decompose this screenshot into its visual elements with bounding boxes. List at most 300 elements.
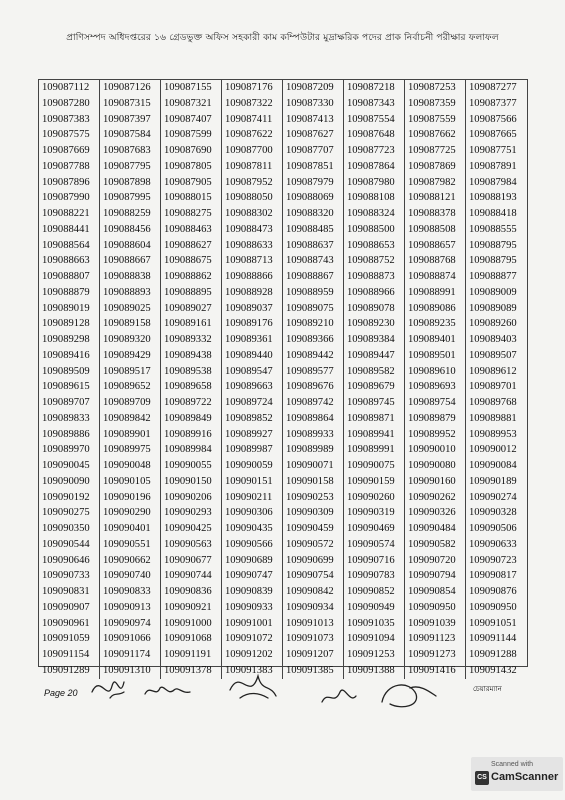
roll-number-cell: 109087280	[42, 97, 90, 109]
roll-number-cell: 109089230	[347, 318, 395, 330]
roll-number-cell: 109089610	[408, 365, 456, 377]
roll-number-cell: 109088302	[225, 208, 273, 219]
roll-number-cell: 109088795	[469, 239, 517, 251]
roll-number-cell: 109089075	[286, 302, 334, 314]
camscanner-brand-text: CamScanner	[491, 771, 559, 783]
roll-number-cell: 109087896	[42, 176, 90, 188]
roll-number-cell: 109089933	[286, 428, 334, 440]
roll-number-cell: 109088752	[347, 255, 395, 267]
roll-number-cell: 109090262	[408, 491, 456, 503]
roll-number-cell: 109090350	[42, 523, 90, 534]
roll-number-cell: 109089864	[286, 412, 334, 424]
roll-number-cell: 109087554	[347, 113, 395, 125]
page-number: Page 20	[44, 688, 78, 698]
roll-number-cell: 109089833	[42, 412, 90, 424]
roll-number-cell: 109091035	[347, 617, 395, 629]
roll-number-cell: 109089975	[103, 444, 151, 456]
roll-number-cell: 109090723	[469, 554, 517, 566]
camscanner-small-text: Scanned with	[491, 761, 534, 768]
roll-number-cell: 109089987	[225, 444, 273, 456]
roll-number-cell: 109089879	[408, 412, 456, 424]
roll-number-cell: 109090716	[347, 554, 395, 566]
roll-number-cell: 109090158	[286, 475, 334, 487]
roll-number-cell: 109089509	[42, 365, 90, 377]
roll-number-cell: 109088473	[225, 223, 273, 235]
roll-number-cell: 109088743	[286, 255, 334, 267]
roll-number-cell: 109087126	[103, 82, 151, 93]
roll-number-cell: 109087377	[469, 97, 517, 109]
roll-number-cell: 109090059	[225, 460, 273, 471]
roll-number-cell: 109090961	[42, 617, 90, 629]
roll-number-cell: 109090689	[225, 554, 273, 566]
roll-number-cell: 109089577	[286, 365, 334, 377]
roll-number-cell: 109090211	[225, 491, 273, 503]
roll-number-cell: 109088378	[408, 208, 456, 219]
roll-number-cell: 109089871	[347, 412, 395, 424]
roll-number-cell: 109088873	[347, 271, 395, 282]
roll-number-cell: 109091253	[347, 649, 395, 660]
roll-number-cell: 109090563	[164, 538, 212, 550]
signature-1	[92, 682, 124, 698]
roll-number-cell: 109090189	[469, 475, 517, 487]
roll-number-cell: 109090677	[164, 554, 212, 566]
roll-number-cell: 109089679	[347, 381, 395, 393]
roll-number-cell: 109091416	[408, 664, 456, 676]
roll-number-cell: 109087176	[225, 82, 273, 93]
roll-number-cell: 109089941	[347, 428, 395, 440]
roll-number-cell: 109091288	[469, 649, 517, 660]
roll-number-cell: 109091001	[225, 617, 273, 629]
table-column	[100, 80, 161, 679]
roll-number-cell: 109088768	[408, 255, 456, 267]
roll-number-cell: 109088838	[103, 271, 151, 282]
roll-number-cell: 109089440	[225, 349, 273, 361]
roll-number-cell: 109090854	[408, 586, 456, 597]
roll-number-cell: 109088627	[164, 239, 212, 251]
roll-number-cell: 109090192	[42, 491, 90, 503]
roll-number-cell: 109089009	[469, 286, 517, 298]
table-column	[39, 80, 100, 679]
roll-number-cell: 109088879	[42, 286, 90, 298]
table-column	[161, 80, 222, 679]
roll-number-cell: 109087559	[408, 113, 456, 125]
roll-number-cell: 109087788	[42, 160, 90, 172]
roll-number-cell: 109091289	[42, 664, 90, 676]
roll-number-cell: 109087322	[225, 97, 273, 109]
roll-number-cell: 109089989	[286, 444, 334, 456]
roll-number-cell: 109087330	[286, 97, 334, 109]
roll-number-cell: 109091207	[286, 649, 334, 660]
roll-number-cell: 109090633	[469, 538, 517, 550]
roll-number-cell: 109088456	[103, 223, 151, 235]
roll-number-cell: 109089612	[469, 365, 517, 377]
roll-number-cell: 109091073	[286, 633, 334, 645]
roll-number-cell: 109088463	[164, 223, 212, 235]
roll-number-cell: 109090309	[286, 507, 334, 519]
roll-number-cell: 109091310	[103, 664, 151, 676]
roll-number-cell: 109088069	[286, 192, 334, 204]
signature-4	[322, 690, 356, 702]
roll-number-cell: 109088862	[164, 271, 212, 282]
roll-number-cell: 109090293	[164, 507, 212, 519]
roll-number-cell: 109087995	[103, 192, 151, 204]
roll-number-cell: 109091191	[164, 649, 212, 660]
roll-number-cell: 109089953	[469, 428, 517, 440]
roll-number-cell: 109089089	[469, 302, 517, 314]
roll-number-cell: 109089366	[286, 334, 334, 345]
roll-number-cell: 109090010	[408, 444, 456, 456]
roll-number-cell: 109087315	[103, 97, 151, 109]
roll-number-cell: 109088015	[164, 192, 212, 204]
roll-number-cell: 109090733	[42, 570, 90, 582]
roll-number-cell: 109091094	[347, 633, 395, 645]
roll-number-cell: 109090974	[103, 617, 151, 629]
roll-number-cell: 109090833	[103, 586, 151, 597]
roll-number-cell: 109090950	[408, 601, 456, 613]
roll-number-cell: 109089927	[225, 428, 273, 440]
roll-number-cell: 109088564	[42, 239, 90, 251]
signature-2	[145, 687, 190, 694]
table-column	[405, 80, 466, 679]
roll-number-cell: 109090275	[42, 507, 90, 519]
roll-number-cell: 109089384	[347, 334, 395, 345]
roll-number-cell: 109090740	[103, 570, 151, 582]
roll-number-cell: 109088500	[347, 223, 395, 235]
roll-number-cell: 109090084	[469, 460, 517, 471]
roll-number-cell: 109089886	[42, 428, 90, 440]
roll-number-cell: 109087751	[469, 145, 517, 156]
signature-5	[382, 685, 436, 707]
roll-number-cell: 109089984	[164, 444, 212, 456]
roll-number-cell: 109091432	[469, 664, 517, 676]
roll-number-cell: 109087622	[225, 129, 273, 141]
roll-number-cell: 109088320	[286, 208, 334, 219]
roll-number-cell: 109090852	[347, 586, 395, 597]
roll-number-cell: 109088877	[469, 271, 517, 282]
roll-number-cell: 109090754	[286, 570, 334, 582]
roll-number-cell: 109090921	[164, 601, 212, 613]
roll-number-cell: 109089429	[103, 349, 151, 361]
roll-number-cell: 109091059	[42, 633, 90, 645]
roll-number-cell: 109090747	[225, 570, 273, 582]
roll-number-cell: 109087898	[103, 176, 151, 188]
roll-number-cell: 109090075	[347, 460, 395, 471]
roll-number-cell: 109089970	[42, 444, 90, 456]
roll-number-cell: 109090572	[286, 538, 334, 550]
roll-number-cell: 109088324	[347, 208, 395, 219]
roll-number-cell: 109089652	[103, 381, 151, 393]
roll-number-cell: 109090319	[347, 507, 395, 519]
roll-number-cell: 109090150	[164, 475, 212, 487]
roll-number-cell: 109088108	[347, 192, 395, 204]
roll-number-cell: 109089320	[103, 334, 151, 345]
roll-number-cell: 109090045	[42, 460, 90, 471]
roll-number-cell: 109089416	[42, 349, 90, 361]
roll-number-cell: 109090160	[408, 475, 456, 487]
roll-number-cell: 109090055	[164, 460, 212, 471]
roll-number-cell: 109090290	[103, 507, 151, 519]
roll-number-cell: 109088966	[347, 286, 395, 298]
roll-number-cell: 109089027	[164, 302, 212, 314]
roll-number-cell: 109090876	[469, 586, 517, 597]
roll-number-cell: 109090831	[42, 586, 90, 597]
roll-number-cell: 109089447	[347, 349, 395, 361]
roll-number-cell: 109087891	[469, 160, 517, 172]
table-column	[466, 80, 527, 679]
roll-number-cell: 109091039	[408, 617, 456, 629]
roll-number-cell: 109087584	[103, 129, 151, 141]
roll-number-cell: 109087990	[42, 192, 90, 204]
roll-number-cell: 109089501	[408, 349, 456, 361]
roll-number-cell: 109088485	[286, 223, 334, 235]
roll-number-cell: 109091072	[225, 633, 273, 645]
roll-number-cell: 109089037	[225, 302, 273, 314]
roll-number-cell: 109089442	[286, 349, 334, 361]
roll-number-cell: 109088795	[469, 255, 517, 267]
roll-number-cell: 109087805	[164, 160, 212, 172]
roll-number-cell: 109088653	[347, 239, 395, 251]
signature-3	[230, 676, 276, 698]
roll-number-cell: 109089019	[42, 302, 90, 314]
roll-number-cell: 109089658	[164, 381, 212, 393]
roll-number-cell: 109089709	[103, 397, 151, 408]
roll-number-cell: 109089128	[42, 318, 90, 330]
roll-number-cell: 109088275	[164, 208, 212, 219]
table-column	[283, 80, 344, 679]
roll-number-cell: 109091051	[469, 617, 517, 629]
roll-number-cell: 109088667	[103, 255, 151, 267]
roll-number-cell: 109089507	[469, 349, 517, 361]
roll-number-cell: 109087980	[347, 176, 395, 188]
roll-number-cell: 109090913	[103, 601, 151, 613]
roll-number-cell: 109089852	[225, 412, 273, 424]
roll-number-cell: 109089842	[103, 412, 151, 424]
roll-number-cell: 109088866	[225, 271, 273, 282]
roll-number-cell: 109089401	[408, 334, 456, 345]
roll-number-cell: 109089707	[42, 397, 90, 408]
roll-number-cell: 109090206	[164, 491, 212, 503]
roll-number-cell: 109088713	[225, 255, 273, 267]
roll-number-cell: 109088221	[42, 208, 90, 219]
roll-number-cell: 109087253	[408, 82, 456, 93]
roll-number-cell: 109089724	[225, 397, 273, 408]
roll-number-cell: 109090469	[347, 523, 395, 534]
roll-number-cell: 109090794	[408, 570, 456, 582]
roll-number-cell: 109088959	[286, 286, 334, 298]
roll-number-cell: 109090459	[286, 523, 334, 534]
roll-number-cell: 109089768	[469, 397, 517, 408]
roll-number-cell: 109087690	[164, 145, 212, 156]
roll-number-cell: 109088633	[225, 239, 273, 251]
roll-number-cell: 109090425	[164, 523, 212, 534]
roll-number-cell: 109087343	[347, 97, 395, 109]
table-column	[222, 80, 283, 679]
roll-number-cell: 109087811	[225, 160, 273, 172]
roll-number-cell: 109090950	[469, 601, 517, 613]
roll-number-cell: 109088259	[103, 208, 151, 219]
roll-number-cell: 109087599	[164, 129, 212, 141]
roll-number-cell: 109090699	[286, 554, 334, 566]
chairman-label: চেয়ারম্যান	[473, 685, 502, 693]
roll-number-cell: 109087648	[347, 129, 395, 141]
roll-number-cell: 109089161	[164, 318, 212, 330]
roll-number-cell: 109088657	[408, 239, 456, 251]
roll-number-cell: 109088675	[164, 255, 212, 267]
roll-number-cell: 109088893	[103, 286, 151, 298]
roll-number-cell: 109088663	[42, 255, 90, 267]
roll-number-cell: 109089742	[286, 397, 334, 408]
roll-number-cell: 109089235	[408, 318, 456, 330]
roll-number-cell: 109090783	[347, 570, 395, 582]
roll-number-cell: 109087669	[42, 145, 90, 156]
table-column	[344, 80, 405, 679]
roll-number-cell: 109087665	[469, 129, 517, 141]
roll-number-cell: 109090105	[103, 475, 151, 487]
roll-number-cell: 109090080	[408, 460, 456, 471]
roll-number-cell: 109090326	[408, 507, 456, 519]
roll-number-cell: 109087155	[164, 82, 212, 93]
roll-number-cell: 109091174	[103, 649, 151, 660]
roll-number-cell: 109091273	[408, 649, 456, 660]
roll-number-cell: 109089517	[103, 365, 151, 377]
roll-number-cell: 109090907	[42, 601, 90, 613]
roll-number-cell: 109090836	[164, 586, 212, 597]
roll-number-cell: 109088874	[408, 271, 456, 282]
roll-number-cell: 109090151	[225, 475, 273, 487]
roll-number-cell: 109090574	[347, 538, 395, 550]
roll-number-cell: 109087979	[286, 176, 334, 188]
roll-number-cell: 109090435	[225, 523, 273, 534]
roll-number-cell: 109087112	[42, 82, 90, 93]
roll-number-cell: 109088604	[103, 239, 151, 251]
roll-number-cell: 109088418	[469, 208, 517, 219]
roll-number-cell: 109090012	[469, 444, 517, 456]
roll-number-cell: 109087277	[469, 82, 517, 93]
roll-number-cell: 109090744	[164, 570, 212, 582]
roll-number-cell: 109090544	[42, 538, 90, 550]
roll-number-cell: 109090274	[469, 491, 517, 503]
roll-number-cell: 109089952	[408, 428, 456, 440]
roll-number-cell: 109088991	[408, 286, 456, 298]
roll-number-cell: 109087383	[42, 113, 90, 125]
roll-number-cell: 109090934	[286, 601, 334, 613]
roll-number-cell: 109089745	[347, 397, 395, 408]
roll-number-cell: 109089849	[164, 412, 212, 424]
roll-number-cell: 109089701	[469, 381, 517, 393]
roll-number-cell: 109090484	[408, 523, 456, 534]
roll-number-cell: 109089538	[164, 365, 212, 377]
roll-number-cell: 109090260	[347, 491, 395, 503]
roll-number-cell: 109087795	[103, 160, 151, 172]
roll-number-cell: 109091013	[286, 617, 334, 629]
roll-number-cell: 109089078	[347, 302, 395, 314]
camscanner-watermark	[471, 757, 563, 791]
roll-number-cell: 109089582	[347, 365, 395, 377]
roll-number-cell: 109091066	[103, 633, 151, 645]
roll-number-cell: 109090090	[42, 475, 90, 487]
roll-number-cell: 109087707	[286, 145, 334, 156]
roll-number-cell: 109089438	[164, 349, 212, 361]
roll-number-cell: 109090566	[225, 538, 273, 550]
roll-number-cell: 109089403	[469, 334, 517, 345]
roll-number-cell: 109087700	[225, 145, 273, 156]
roll-number-cell: 109087575	[42, 129, 90, 141]
roll-number-cell: 109089881	[469, 412, 517, 424]
roll-number-cell: 109089663	[225, 381, 273, 393]
roll-number-cell: 109088637	[286, 239, 334, 251]
roll-number-cell: 109087725	[408, 145, 456, 156]
roll-number-cell: 109091068	[164, 633, 212, 645]
roll-number-cell: 109088121	[408, 192, 456, 204]
roll-number-cell: 109088895	[164, 286, 212, 298]
roll-number-cell: 109087218	[347, 82, 395, 93]
roll-number-cell: 109089332	[164, 334, 212, 345]
roll-number-cell: 109087851	[286, 160, 334, 172]
roll-number-cell: 109087627	[286, 129, 334, 141]
roll-number-cell: 109087359	[408, 97, 456, 109]
roll-number-cell: 109087869	[408, 160, 456, 172]
roll-number-cell: 109089547	[225, 365, 273, 377]
roll-number-cell: 109087397	[103, 113, 151, 125]
roll-number-cell: 109090720	[408, 554, 456, 566]
roll-number-cell: 109089991	[347, 444, 395, 456]
roll-number-cell: 109089176	[225, 318, 273, 330]
roll-number-cell: 109090582	[408, 538, 456, 550]
roll-number-cell: 109089210	[286, 318, 334, 330]
roll-number-cell: 109091385	[286, 664, 334, 676]
roll-number-cell: 109089361	[225, 334, 273, 345]
roll-number-cell: 109087209	[286, 82, 334, 93]
roll-number-cell: 109088555	[469, 223, 517, 235]
roll-number-cell: 109087662	[408, 129, 456, 141]
roll-number-cell: 109089722	[164, 397, 212, 408]
roll-number-cell: 109089693	[408, 381, 456, 393]
roll-number-cell: 109090328	[469, 507, 517, 519]
roll-number-cell: 109090196	[103, 491, 151, 503]
roll-number-cell: 109087566	[469, 113, 517, 125]
roll-number-cell: 109090551	[103, 538, 151, 550]
roll-number-cell: 109090159	[347, 475, 395, 487]
roll-number-cell: 109087321	[164, 97, 212, 109]
roll-number-cell: 109089260	[469, 318, 517, 330]
roll-number-cell: 109089754	[408, 397, 456, 408]
roll-number-cell: 109089158	[103, 318, 151, 330]
roll-number-cell: 109087864	[347, 160, 395, 172]
roll-number-cell: 109091144	[469, 633, 517, 645]
roll-number-cell: 109087723	[347, 145, 395, 156]
roll-number-cell: 109090842	[286, 586, 334, 597]
camscanner-icon: CS	[475, 771, 489, 785]
roll-number-cell: 109087411	[225, 113, 273, 125]
roll-number-cell: 109087683	[103, 145, 151, 156]
roll-number-cell: 109090306	[225, 507, 273, 519]
roll-number-cell: 109091123	[408, 633, 456, 645]
roll-number-cell: 109090646	[42, 554, 90, 566]
roll-number-cell: 109089615	[42, 381, 90, 393]
roll-number-cell: 109089901	[103, 428, 151, 440]
roll-number-cell: 109091388	[347, 664, 395, 676]
roll-number-cell: 109088193	[469, 192, 517, 204]
roll-number-cell: 109087413	[286, 113, 334, 125]
roll-number-cell: 109090933	[225, 601, 273, 613]
roll-number-cell: 109087952	[225, 176, 273, 188]
roll-number-cell: 109090253	[286, 491, 334, 503]
roll-number-cell: 109091383	[225, 664, 273, 676]
roll-number-cell: 109089025	[103, 302, 151, 314]
roll-number-cell: 109087982	[408, 176, 456, 188]
roll-number-cell: 109087984	[469, 176, 517, 188]
roll-number-cell: 109090401	[103, 523, 151, 534]
